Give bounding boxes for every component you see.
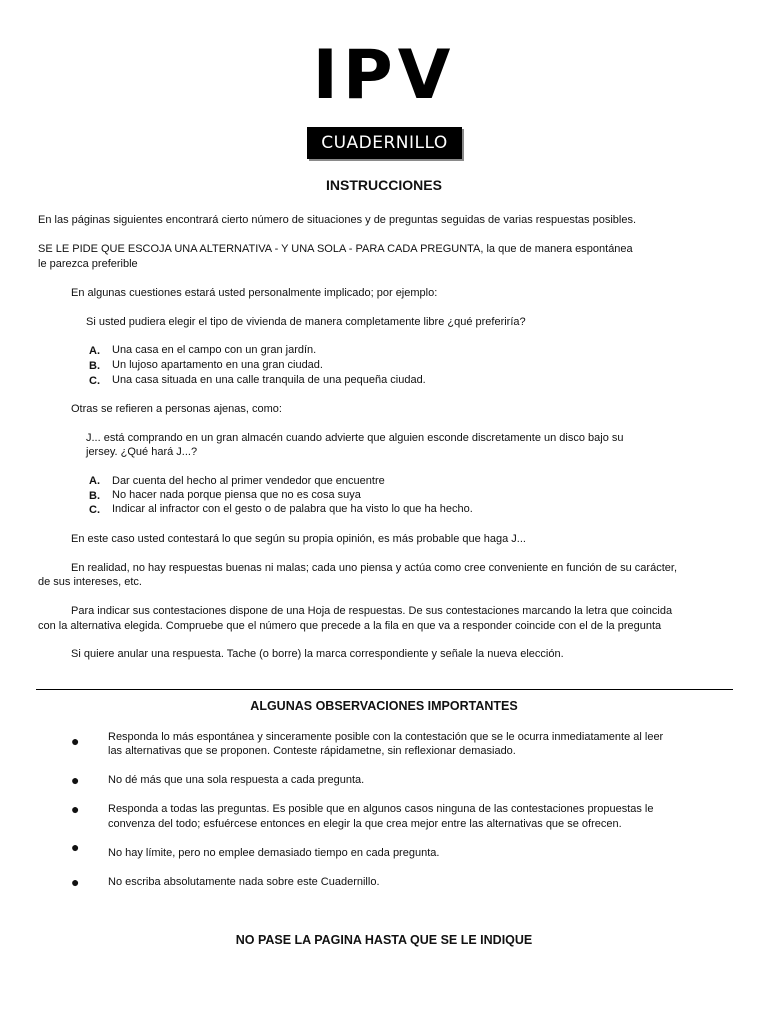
example-1-option-text: Un lujoso apartamento en una gran ciudad. — [112, 359, 323, 371]
example-2-question-line-1: J... está comprando en un gran almacén cuando advierte que alguien esconde discretamente un disco bajo su — [86, 432, 624, 444]
instructions-paragraph-8: Si quiere anular una respuesta. Tache (o borre) la marca correspondiente y señale la nueva elección. — [71, 648, 564, 660]
example-1-option-text: Una casa en el campo con un gran jardín. — [112, 344, 317, 356]
example-1-question: Si usted pudiera elegir el tipo de vivienda de manera completamente libre ¿qué preferiría? — [86, 316, 526, 328]
observation-item-line-2: las alternativas que se proponen. Conteste rápidametne, sin reflexionar demasiado. — [108, 745, 516, 757]
bullet-icon: ● — [71, 772, 80, 788]
cuadernillo-badge: CUADERNILLO — [307, 127, 462, 159]
bullet-icon: ● — [71, 874, 80, 890]
instructions-paragraph-6-line-1: En realidad, no hay respuestas buenas ni malas; cada uno piensa y actúa como cree conveniente en función de su carácter, — [71, 562, 677, 574]
example-1-option-letter: B. — [89, 360, 100, 372]
instructions-paragraph-4: Otras se refieren a personas ajenas, como: — [71, 403, 282, 415]
observation-item-line-2: convenza del todo; esfuércese entonces en elegir la que crea mejor entre las alternativas que se ofrecen. — [108, 818, 622, 830]
observation-item-line-1: Responda a todas las preguntas. Es posible que en algunos casos ninguna de las contestaciones propuestas le — [108, 803, 654, 815]
example-1-option-text: Una casa situada en una calle tranquila de una pequeña ciudad. — [112, 374, 426, 386]
section-divider — [36, 689, 733, 690]
observation-item-line-1: No hay límite, pero no emplee demasiado tiempo en cada pregunta. — [108, 847, 440, 859]
example-2-option-text: No hacer nada porque piensa que no es cosa suya — [112, 489, 361, 501]
example-1-option-letter: A. — [89, 345, 100, 357]
example-1-option-letter: C. — [89, 375, 100, 387]
instructions-paragraph-2-line-2: le parezca preferible — [38, 258, 138, 270]
observation-item-line-1: Responda lo más espontánea y sinceramente posible con la contestación que se le ocurra inmediatamente al leer — [108, 731, 664, 743]
example-2-option-text: Indicar al infractor con el gesto o de palabra que ha visto lo que ha hecho. — [112, 503, 473, 515]
bullet-icon: ● — [71, 839, 80, 855]
instructions-paragraph-3: En algunas cuestiones estará usted personalmente implicado; por ejemplo: — [71, 287, 438, 299]
observation-item-line-1: No dé más que una sola respuesta a cada pregunta. — [108, 774, 365, 786]
example-2-option-letter: B. — [89, 490, 100, 502]
example-2-option-letter: C. — [89, 504, 100, 516]
instructions-paragraph-5: En este caso usted contestará lo que según su propia opinión, es más probable que haga J... — [71, 533, 526, 545]
observation-item-line-1: No escriba absolutamente nada sobre este Cuadernillo. — [108, 876, 380, 888]
instructions-paragraph-1: En las páginas siguientes encontrará cierto número de situaciones y de preguntas seguidas de varias respuestas posibles. — [38, 214, 637, 226]
instructions-paragraph-2-line-1: SE LE PIDE QUE ESCOJA UNA ALTERNATIVA - Y UNA SOLA - PARA CADA PREGUNTA, la que de manera espontánea — [38, 243, 633, 255]
bullet-icon: ● — [71, 733, 80, 749]
ipv-logo: IPV — [312, 36, 456, 115]
instructions-title: INSTRUCCIONES — [326, 177, 442, 193]
instructions-paragraph-6-line-2: de sus intereses, etc. — [38, 576, 142, 588]
bullet-icon: ● — [71, 801, 80, 817]
instructions-paragraph-7-line-1: Para indicar sus contestaciones dispone de una Hoja de respuestas. De sus contestaciones marcando la letra que coincida — [71, 605, 673, 617]
example-2-option-letter: A. — [89, 475, 100, 487]
observations-title: ALGUNAS OBSERVACIONES IMPORTANTES — [250, 699, 518, 713]
example-2-question-line-2: jersey. ¿Qué hará J...? — [86, 446, 198, 458]
example-2-option-text: Dar cuenta del hecho al primer vendedor que encuentre — [112, 475, 385, 487]
instructions-paragraph-7-line-2: con la alternativa elegida. Compruebe que el número que precede a la fila en que va a responder coincide con el de la pregunta — [38, 620, 662, 632]
footer-notice: NO PASE LA PAGINA HASTA QUE SE LE INDIQUE — [235, 933, 533, 947]
